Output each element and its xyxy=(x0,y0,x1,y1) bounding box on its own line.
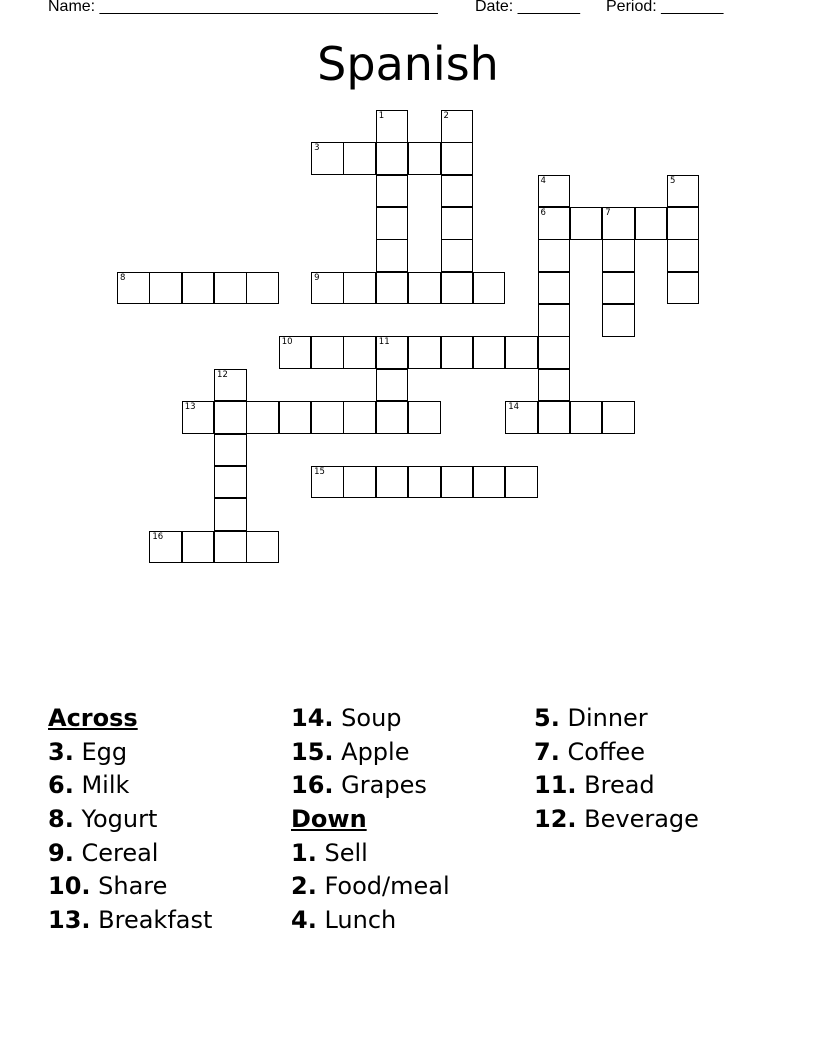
crossword-cell[interactable] xyxy=(214,531,247,564)
cell-number: 8 xyxy=(120,272,126,283)
crossword-cell[interactable] xyxy=(441,175,474,208)
crossword-cell[interactable] xyxy=(408,272,441,305)
crossword-cell[interactable] xyxy=(246,401,279,434)
clue-text: Egg xyxy=(81,737,128,766)
crossword-cell[interactable] xyxy=(279,401,312,434)
cell-number: 4 xyxy=(540,175,546,186)
cell-number: 6 xyxy=(540,208,546,219)
crossword-cell[interactable] xyxy=(441,466,474,499)
clue-text: Dinner xyxy=(567,704,648,732)
crossword-cell[interactable] xyxy=(408,336,441,369)
crossword-cell[interactable] xyxy=(602,401,635,434)
crossword-cell[interactable] xyxy=(538,304,571,337)
clue-text: Bread xyxy=(584,771,655,800)
cell-number: 5 xyxy=(669,175,676,186)
clue-number: 8. xyxy=(48,805,74,834)
crossword-cell[interactable] xyxy=(441,207,474,240)
crossword-cell[interactable] xyxy=(311,142,344,175)
cell-number: 12 xyxy=(217,369,228,380)
crossword-cell[interactable] xyxy=(441,336,474,369)
crossword-cell[interactable] xyxy=(667,239,700,272)
clue-down-4[interactable] xyxy=(291,905,450,939)
clue-text: Cereal xyxy=(81,838,159,867)
cell-number: 15 xyxy=(314,466,325,477)
crossword-cell[interactable] xyxy=(376,207,409,240)
clue-text: Yogurt xyxy=(81,805,158,834)
clue-across-15[interactable] xyxy=(291,737,450,771)
crossword-cell[interactable] xyxy=(214,434,247,467)
crossword-cell[interactable] xyxy=(538,175,571,208)
clue-across-16[interactable] xyxy=(291,770,450,804)
crossword-cell[interactable] xyxy=(441,272,474,305)
clue-number: 15. xyxy=(291,737,334,766)
crossword-cell[interactable] xyxy=(538,207,571,240)
crossword-cell[interactable] xyxy=(311,272,344,305)
clue-down-7[interactable] xyxy=(534,737,699,771)
crossword-cell[interactable] xyxy=(246,272,279,305)
clue-list xyxy=(0,703,816,963)
crossword-cell[interactable] xyxy=(343,336,376,369)
crossword-cell[interactable] xyxy=(408,401,441,434)
crossword-cell[interactable] xyxy=(570,207,603,240)
crossword-cell[interactable] xyxy=(376,175,409,208)
crossword-cell[interactable] xyxy=(279,336,312,369)
crossword-cell[interactable] xyxy=(343,142,376,175)
crossword-cell[interactable] xyxy=(667,207,700,240)
clue-down-2[interactable] xyxy=(291,871,450,905)
crossword-cell[interactable] xyxy=(408,466,441,499)
crossword-cell[interactable] xyxy=(505,401,538,434)
crossword-cell[interactable] xyxy=(376,272,409,305)
clue-across-14[interactable] xyxy=(291,703,450,737)
cell-number: 1 xyxy=(378,111,385,121)
crossword-cell[interactable] xyxy=(182,401,215,434)
clue-across-8[interactable] xyxy=(48,804,212,838)
clue-number: 5. xyxy=(534,704,560,732)
crossword-cell[interactable] xyxy=(182,531,215,564)
clue-down-11[interactable] xyxy=(534,770,699,804)
cell-number: 14 xyxy=(508,402,520,413)
clue-across-13[interactable] xyxy=(48,905,212,939)
clue-number: 16. xyxy=(291,771,334,800)
cell-number: 9 xyxy=(314,272,320,283)
clue-number: 3. xyxy=(48,737,74,766)
clue-number: 10. xyxy=(48,872,91,901)
clue-number: 13. xyxy=(48,906,91,935)
crossword-cell[interactable] xyxy=(376,336,409,369)
cell-number: 10 xyxy=(281,337,293,348)
crossword-cell[interactable] xyxy=(246,531,279,564)
crossword-cell[interactable] xyxy=(602,239,635,272)
clue-text: Soup xyxy=(341,704,402,732)
cell-number: 3 xyxy=(314,143,320,154)
clue-text: Sell xyxy=(324,838,368,867)
crossword-cell[interactable] xyxy=(667,175,700,208)
cell-number: 13 xyxy=(184,402,196,413)
clue-number: 4. xyxy=(291,906,317,935)
clue-text: Breakfast xyxy=(98,906,213,935)
clue-text: Apple xyxy=(341,737,410,766)
clue-across-9[interactable] xyxy=(48,838,212,872)
name-field-label[interactable]: Name: ______________________________________ xyxy=(48,0,438,15)
crossword-cell[interactable] xyxy=(214,401,247,434)
across-heading: Across xyxy=(48,704,138,732)
clue-text: Grapes xyxy=(341,771,427,800)
clue-text: Share xyxy=(98,872,168,901)
cell-number: 2 xyxy=(443,111,449,121)
crossword-cell[interactable] xyxy=(376,110,409,143)
crossword-cell[interactable] xyxy=(538,239,571,272)
crossword-cell[interactable] xyxy=(117,272,150,305)
down-heading: Down xyxy=(291,805,367,834)
clue-across-10[interactable] xyxy=(48,871,212,905)
clue-down-1[interactable] xyxy=(291,838,450,872)
crossword-cell[interactable] xyxy=(311,336,344,369)
clue-text: Milk xyxy=(81,771,130,800)
cell-number: 16 xyxy=(152,531,164,542)
clue-number: 14. xyxy=(291,704,334,732)
clue-column-2 xyxy=(291,703,450,939)
crossword-cell[interactable] xyxy=(538,272,571,305)
crossword-cell[interactable] xyxy=(570,401,603,434)
crossword-cell[interactable] xyxy=(441,142,474,175)
crossword-cell[interactable] xyxy=(376,239,409,272)
crossword-cell[interactable] xyxy=(602,272,635,305)
crossword-cell[interactable] xyxy=(376,401,409,434)
clue-number: 1. xyxy=(291,838,317,867)
clue-across-6[interactable] xyxy=(48,770,212,804)
crossword-cell[interactable] xyxy=(376,466,409,499)
crossword-cell[interactable] xyxy=(602,207,635,240)
clue-number: 2. xyxy=(291,872,317,901)
crossword-cell[interactable] xyxy=(408,142,441,175)
crossword-cell[interactable] xyxy=(214,498,247,531)
crossword-cell[interactable] xyxy=(311,466,344,499)
crossword-cell[interactable] xyxy=(538,401,571,434)
crossword-cell[interactable] xyxy=(214,466,247,499)
crossword-cell[interactable] xyxy=(149,272,182,305)
clue-number: 11. xyxy=(534,771,577,800)
crossword-cell[interactable] xyxy=(505,466,538,499)
cell-number: 7 xyxy=(605,208,611,219)
date-field-label[interactable]: Date: _______ xyxy=(475,0,580,15)
crossword-cell[interactable] xyxy=(214,369,247,402)
page-title: Spanish xyxy=(317,37,499,91)
clue-down-12[interactable] xyxy=(534,804,699,838)
crossword-cell[interactable] xyxy=(538,336,571,369)
clue-text: Lunch xyxy=(324,906,397,935)
crossword-cell[interactable] xyxy=(182,272,215,305)
clue-column-1 xyxy=(48,703,212,939)
crossword-cell[interactable] xyxy=(343,466,376,499)
crossword-cell[interactable] xyxy=(376,142,409,175)
crossword-cell[interactable] xyxy=(602,304,635,337)
crossword-cell[interactable] xyxy=(473,336,506,369)
clue-number: 7. xyxy=(534,737,560,766)
clue-number: 12. xyxy=(534,805,577,834)
crossword-cell[interactable] xyxy=(149,531,182,564)
crossword-cell[interactable] xyxy=(441,239,474,272)
clue-across-3[interactable] xyxy=(48,737,212,771)
crossword-cell[interactable] xyxy=(441,110,474,143)
crossword-cell[interactable] xyxy=(376,369,409,402)
clue-text: Coffee xyxy=(567,737,645,766)
clue-column-3 xyxy=(534,703,699,838)
clue-down-5[interactable] xyxy=(534,703,699,737)
crossword-cell[interactable] xyxy=(635,207,668,240)
crossword-cell[interactable] xyxy=(214,272,247,305)
crossword-cell[interactable] xyxy=(505,336,538,369)
clue-text: Food/meal xyxy=(324,872,450,901)
clue-number: 9. xyxy=(48,838,74,867)
crossword-cell[interactable] xyxy=(343,401,376,434)
period-field-label[interactable]: Period: _______ xyxy=(606,0,724,15)
crossword-cell[interactable] xyxy=(538,369,571,402)
clue-text: Beverage xyxy=(584,805,699,834)
crossword-cell[interactable] xyxy=(343,272,376,305)
crossword-cell[interactable] xyxy=(473,272,506,305)
cell-number: 11 xyxy=(378,337,390,348)
clue-number: 6. xyxy=(48,771,74,800)
crossword-cell[interactable] xyxy=(473,466,506,499)
crossword-cell[interactable] xyxy=(311,401,344,434)
crossword-cell[interactable] xyxy=(667,272,700,305)
